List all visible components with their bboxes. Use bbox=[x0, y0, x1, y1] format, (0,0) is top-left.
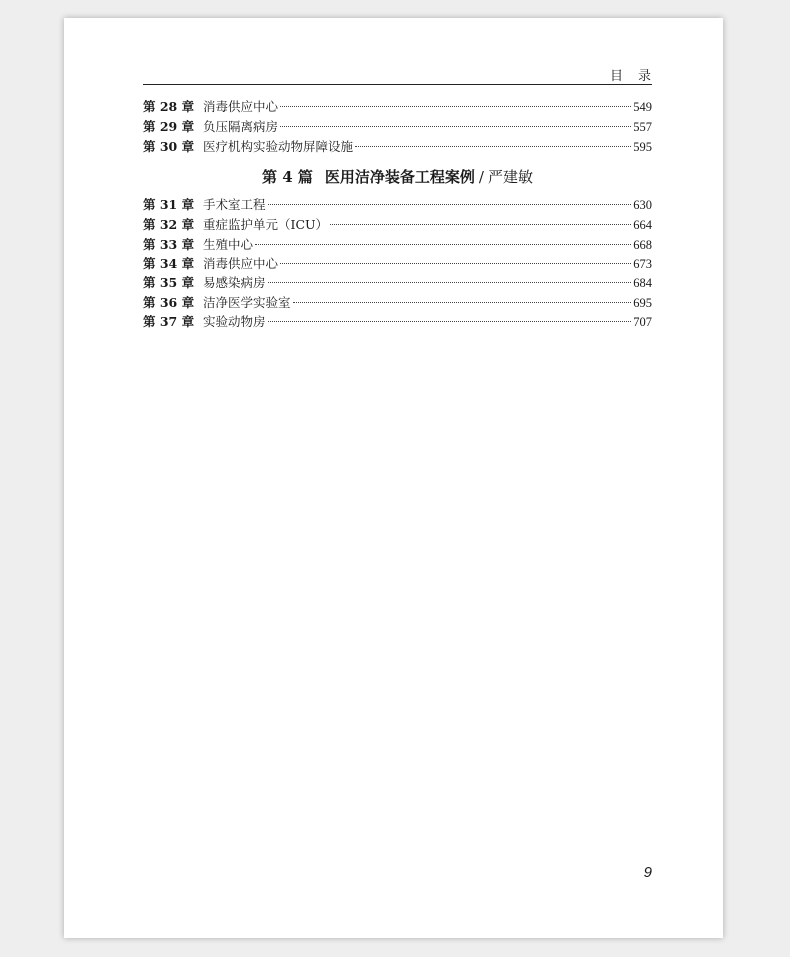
chapter-number: 第 31 章 bbox=[143, 197, 195, 212]
toc-entry bbox=[143, 313, 652, 331]
chapter-number: 第 36 章 bbox=[143, 295, 195, 310]
chapter-title: 消毒供应中心 bbox=[203, 256, 279, 271]
part-number: 第 4 篇 bbox=[262, 168, 313, 186]
part-heading bbox=[143, 167, 652, 187]
chapter-page: 673 bbox=[633, 257, 652, 271]
dot-leader bbox=[280, 263, 631, 264]
toc-entry bbox=[143, 274, 652, 292]
chapter-title: 手术室工程 bbox=[203, 197, 266, 212]
dot-leader bbox=[268, 321, 632, 322]
toc-entry bbox=[143, 255, 652, 273]
toc-entry bbox=[143, 294, 652, 312]
chapter-number: 第 33 章 bbox=[143, 237, 195, 252]
part-separator: / bbox=[478, 168, 484, 186]
chapter-title: 易感染病房 bbox=[203, 275, 266, 290]
dot-leader bbox=[280, 106, 631, 107]
dot-leader bbox=[355, 146, 631, 147]
chapter-page: 549 bbox=[633, 100, 652, 114]
dot-leader bbox=[255, 244, 631, 245]
chapter-title: 负压隔离病房 bbox=[203, 119, 279, 134]
chapter-number: 第 32 章 bbox=[143, 217, 195, 232]
chapter-title: 消毒供应中心 bbox=[203, 99, 279, 114]
chapter-page: 630 bbox=[633, 198, 652, 212]
chapter-page: 668 bbox=[633, 238, 652, 252]
chapter-page: 695 bbox=[633, 296, 652, 310]
page-number: 9 bbox=[643, 864, 652, 881]
chapter-number: 第 35 章 bbox=[143, 275, 195, 290]
toc-entry bbox=[143, 216, 652, 234]
dot-leader bbox=[280, 126, 631, 127]
header-rule bbox=[143, 84, 652, 85]
chapter-title: 重症监护单元（ICU） bbox=[203, 217, 329, 232]
chapter-title: 实验动物房 bbox=[203, 314, 266, 329]
part-author: 严建敏 bbox=[487, 168, 533, 186]
chapter-page: 684 bbox=[633, 276, 652, 290]
chapter-title: 生殖中心 bbox=[203, 237, 254, 252]
chapter-title: 洁净医学实验室 bbox=[203, 295, 291, 310]
chapter-number: 第 29 章 bbox=[143, 119, 195, 134]
chapter-page: 664 bbox=[633, 218, 652, 232]
chapter-number: 第 34 章 bbox=[143, 256, 195, 271]
toc-entry bbox=[143, 196, 652, 214]
dot-leader bbox=[293, 302, 632, 303]
dot-leader bbox=[268, 282, 632, 283]
chapter-number: 第 37 章 bbox=[143, 314, 195, 329]
chapter-page: 595 bbox=[633, 140, 652, 154]
dot-leader bbox=[330, 224, 631, 225]
running-head: 目 录 bbox=[609, 69, 652, 84]
chapter-page: 707 bbox=[633, 315, 652, 329]
toc-entry bbox=[143, 98, 652, 116]
book-page bbox=[64, 18, 723, 938]
dot-leader bbox=[268, 204, 632, 205]
chapter-page: 557 bbox=[633, 120, 652, 134]
toc-entry bbox=[143, 138, 652, 156]
toc-entry bbox=[143, 118, 652, 136]
toc-entry bbox=[143, 236, 652, 254]
chapter-number: 第 28 章 bbox=[143, 99, 195, 114]
chapter-title: 医疗机构实验动物屏障设施 bbox=[203, 139, 354, 154]
part-title: 医用洁净装备工程案例 bbox=[324, 168, 475, 186]
chapter-number: 第 30 章 bbox=[143, 139, 195, 154]
